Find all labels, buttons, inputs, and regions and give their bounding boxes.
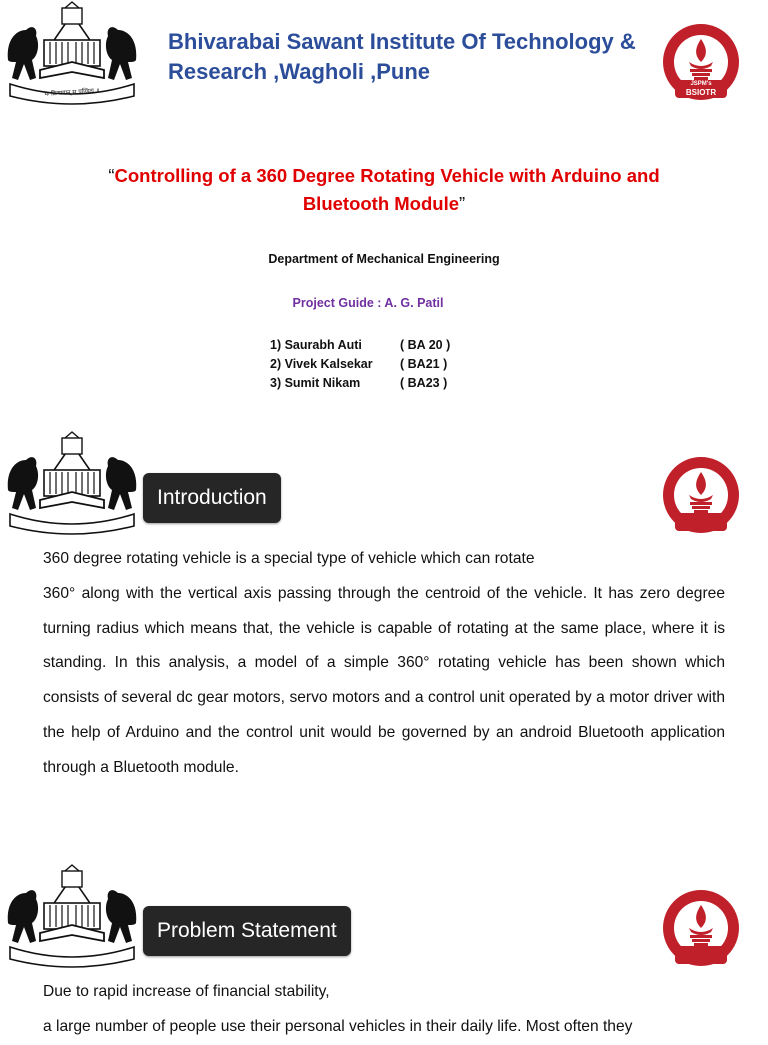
introduction-text (43, 542, 725, 786)
seal-motto: यः क्रियावान् स पण्डितः ॥ (44, 87, 100, 98)
member-id: ( BA 20 ) (400, 338, 451, 352)
problem-statement-text (43, 975, 725, 1045)
university-seal (2, 0, 142, 108)
project-title (40, 162, 728, 218)
institute-name-line2: Research ,Wagholi ,Pune (168, 59, 431, 84)
logo-label-bottom: BSIOTR (685, 88, 717, 97)
introduction-first-line: 360 degree rotating vehicle is a special type of vehicle which can rotate (43, 550, 535, 567)
member-name: 1) Saurabh Auti (270, 338, 362, 352)
close-quote: ” (459, 193, 466, 214)
logo-label-top: JSPM's (690, 81, 712, 87)
member-list (270, 336, 510, 393)
university-seal (2, 863, 142, 971)
member-row (270, 336, 510, 355)
bsiotr-logo (661, 22, 741, 102)
member-name: 3) Sumit Nikam (270, 376, 361, 390)
project-title-line2: Bluetooth Module (302, 193, 460, 214)
bsiotr-logo (661, 888, 741, 968)
introduction-paragraph: 360° along with the vertical axis passing through the centroid of the vehicle. It has zero degree turning radius which means that, the vehicle is capable of rotating at the same place, where it is standing. In this analysis, a model of a simple 360° rotating vehicle has been shown which consists of several dc gear motors, servo motors and a control unit operated by a motor driver with the help of Arduino and the control unit would be governed by an android Bluetooth application through a Bluetooth module. (43, 584, 725, 776)
project-guide: Project Guide : A. G. Patil (292, 296, 444, 310)
institute-name (168, 27, 668, 87)
problem-second-line: a large number of people use their personal vehicles in their daily life. Most often they (43, 1017, 633, 1035)
department-name: Department of Mechanical Engineering (268, 252, 500, 266)
problem-statement-heading: Problem Statement (143, 906, 351, 956)
member-name: 2) Vivek Kalsekar (270, 357, 373, 371)
university-seal (2, 430, 142, 538)
introduction-heading: Introduction (143, 473, 281, 523)
problem-first-line: Due to rapid increase of financial stability, (43, 983, 330, 1000)
open-quote: “ (108, 165, 115, 186)
project-title-line1: Controlling of a 360 Degree Rotating Vehicle with Arduino and (114, 165, 660, 186)
member-id: ( BA23 ) (400, 376, 448, 390)
bsiotr-logo (661, 455, 741, 535)
member-row (270, 355, 510, 374)
member-id: ( BA21 ) (400, 357, 448, 371)
member-row (270, 374, 510, 393)
institute-name-line1: Bhivarabai Sawant Institute Of Technology & (168, 29, 636, 54)
